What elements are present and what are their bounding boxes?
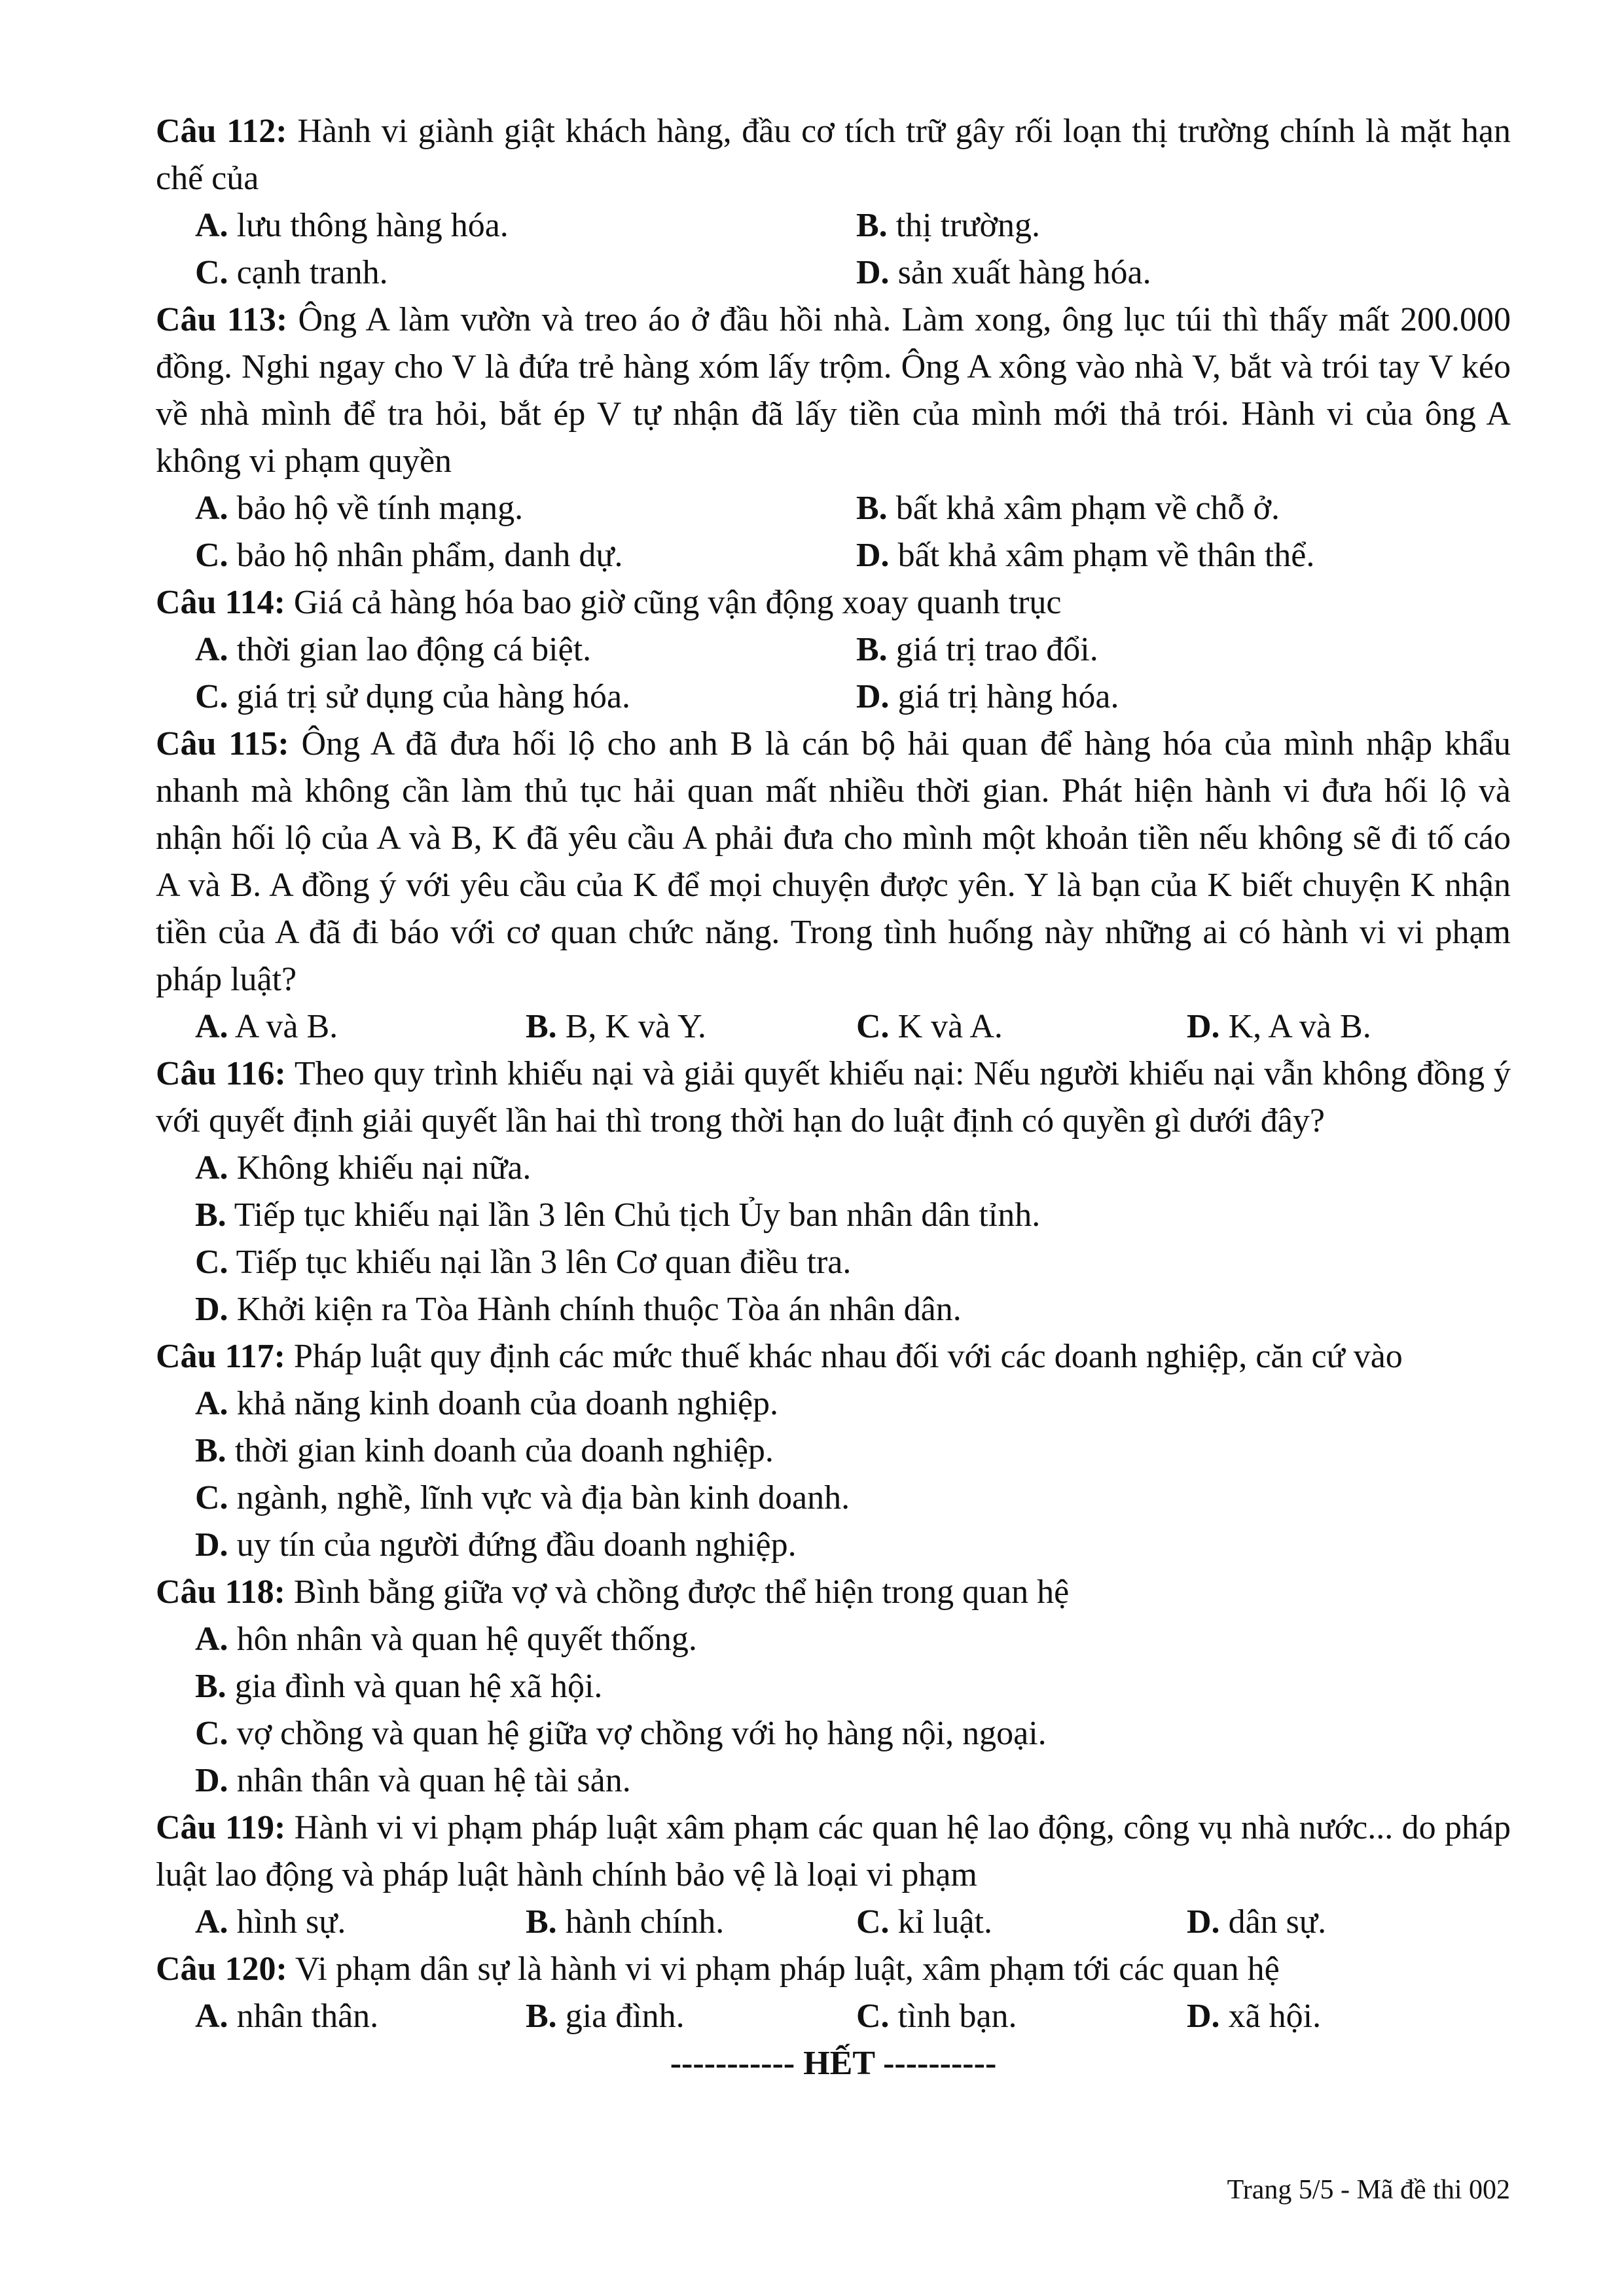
- option-text: bảo hộ về tính mạng.: [236, 490, 524, 527]
- question-text: Vi phạm dân sự là hành vi vi phạm pháp luật, xâm phạm tới các quan hệ: [295, 1950, 1280, 1988]
- question-stem: [156, 1569, 1511, 1616]
- answer-option: [1187, 1003, 1511, 1050]
- answer-option: [195, 485, 856, 532]
- option-letter: A.: [195, 631, 228, 668]
- option-text: A và B.: [234, 1008, 338, 1045]
- option-text: dân sự.: [1228, 1903, 1327, 1941]
- question-block: [156, 1569, 1511, 1804]
- option-letter: B.: [856, 631, 888, 668]
- answer-option: [195, 1993, 526, 2040]
- option-text: ngành, nghề, lĩnh vực và địa bàn kinh doanh.: [236, 1479, 850, 1516]
- answer-option: [195, 1380, 1511, 1427]
- option-letter: A.: [195, 1008, 228, 1045]
- option-letter: B.: [526, 1903, 557, 1941]
- option-text: Khởi kiện ra Tòa Hành chính thuộc Tòa án nhân dân.: [236, 1291, 962, 1328]
- option-letter: B.: [856, 490, 888, 527]
- option-text: sản xuất hàng hóa.: [897, 254, 1151, 291]
- option-text: bất khả xâm phạm về thân thể.: [897, 537, 1315, 574]
- option-letter: D.: [856, 537, 890, 574]
- question-stem: [156, 721, 1511, 1003]
- option-letter: D.: [856, 254, 890, 291]
- question-stem: [156, 1050, 1511, 1145]
- option-text: kỉ luật.: [897, 1903, 992, 1941]
- option-letter: D.: [195, 1526, 228, 1564]
- answer-option: [526, 1993, 856, 2040]
- answer-option: [195, 1522, 1511, 1569]
- question-block: [156, 1333, 1511, 1569]
- answer-option: [856, 485, 1511, 532]
- question-text: Bình bằng giữa vợ và chồng được thể hiện trong quan hệ: [293, 1573, 1070, 1611]
- option-text: thời gian lao động cá biệt.: [236, 631, 592, 668]
- option-letter: B.: [195, 1668, 226, 1705]
- answer-option: [856, 532, 1511, 579]
- question-text: Pháp luật quy định các mức thuế khác nhau đối với các doanh nghiệp, căn cứ vào: [293, 1338, 1403, 1375]
- answer-options: [156, 1145, 1511, 1333]
- question-number: Câu 112:: [156, 113, 287, 150]
- question-stem: [156, 1333, 1511, 1380]
- answer-options: [156, 1993, 1511, 2040]
- answer-option: [856, 202, 1511, 249]
- option-letter: B.: [526, 1998, 557, 2035]
- page-footer: Trang 5/5 - Mã đề thi 002: [1227, 2175, 1510, 2205]
- question-number: Câu 115:: [156, 725, 289, 762]
- question-text: Ông A đã đưa hối lộ cho anh B là cán bộ hải quan để hàng hóa của mình nhập khẩu nhanh mà không cần làm thủ tục hải quan mất nhiều thời gian. Phát hiện hành vi đưa hối lộ và nhận hối lộ của A và B, K đã yêu cầu A phải đưa cho mình một khoản tiền nếu không sẽ đi tố cáo A và B. A đồng ý với yêu cầu của K để mọi chuyện được yên. Y là bạn của K biết chuyện K nhận tiền của A đã đi báo với cơ quan chức năng. Trong tình huống này những ai có hành vi vi phạm pháp luật?: [156, 725, 1511, 998]
- option-letter: A.: [195, 1621, 228, 1658]
- option-letter: C.: [856, 1903, 890, 1941]
- question-stem: [156, 579, 1511, 626]
- answer-option: [195, 249, 856, 296]
- option-letter: C.: [195, 678, 228, 715]
- option-letter: B.: [856, 207, 888, 244]
- answer-option: [195, 532, 856, 579]
- question-number: Câu 119:: [156, 1809, 286, 1846]
- option-text: gia đình.: [565, 1998, 685, 2035]
- answer-option: [195, 202, 856, 249]
- option-text: nhân thân.: [236, 1998, 379, 2035]
- question-number: Câu 118:: [156, 1573, 285, 1611]
- question-stem: [156, 108, 1511, 202]
- answer-option: [856, 626, 1511, 673]
- option-letter: C.: [195, 1479, 228, 1516]
- option-text: hình sự.: [236, 1903, 346, 1941]
- option-text: Không khiếu nại nữa.: [236, 1149, 532, 1187]
- answer-option: [195, 1192, 1511, 1239]
- option-text: uy tín của người đứng đầu doanh nghiệp.: [236, 1526, 797, 1564]
- option-text: khả năng kinh doanh của doanh nghiệp.: [236, 1385, 779, 1422]
- answer-option: [856, 1003, 1187, 1050]
- answer-options: [156, 202, 1511, 296]
- question-block: [156, 721, 1511, 1050]
- option-text: giá trị trao đổi.: [895, 631, 1098, 668]
- question-block: [156, 1804, 1511, 1946]
- option-text: hành chính.: [565, 1903, 725, 1941]
- answer-options: [156, 626, 1511, 721]
- option-letter: B.: [195, 1432, 226, 1469]
- option-letter: D.: [195, 1291, 228, 1328]
- option-letter: A.: [195, 490, 228, 527]
- option-letter: C.: [856, 1998, 890, 2035]
- option-text: K và A.: [897, 1008, 1003, 1045]
- option-text: tình bạn.: [897, 1998, 1017, 2035]
- question-text: Hành vi vi phạm pháp luật xâm phạm các quan hệ lao động, công vụ nhà nước... do pháp luật lao động và pháp luật hành chính bảo vệ là loại vi phạm: [156, 1809, 1511, 1893]
- question-text: Ông A làm vườn và treo áo ở đầu hồi nhà. Làm xong, ông lục túi thì thấy mất 200.000 đồng. Nghi ngay cho V là đứa trẻ hàng xóm lấy trộm. Ông A xông vào nhà V, bắt và trói tay V kéo về nhà mình để tra hỏi, bắt ép V tự nhận đã lấy tiền của mình mới thả trói. Hành vi của ông A không vi phạm quyền: [156, 301, 1511, 480]
- question-number: Câu 113:: [156, 301, 288, 338]
- question-text: Hành vi giành giật khách hàng, đầu cơ tích trữ gây rối loạn thị trường chính là mặt hạn chế của: [156, 113, 1511, 197]
- option-letter: C.: [195, 254, 228, 291]
- question-number: Câu 116:: [156, 1055, 286, 1092]
- question-stem: [156, 1946, 1511, 1993]
- option-letter: B.: [526, 1008, 557, 1045]
- answer-option: [195, 1475, 1511, 1522]
- option-letter: C.: [856, 1008, 890, 1045]
- answer-option: [1187, 1993, 1511, 2040]
- question-number: Câu 117:: [156, 1338, 285, 1375]
- option-letter: C.: [195, 537, 228, 574]
- answer-option: [195, 1145, 1511, 1192]
- option-letter: A.: [195, 1903, 228, 1941]
- option-letter: D.: [1187, 1903, 1220, 1941]
- answer-options: [156, 1899, 1511, 1946]
- answer-option: [195, 1286, 1511, 1333]
- option-text: Tiếp tục khiếu nại lần 3 lên Chủ tịch Ủy ban nhân dân tỉnh.: [234, 1196, 1041, 1234]
- question-number: Câu 120:: [156, 1950, 287, 1988]
- option-text: bảo hộ nhân phẩm, danh dự.: [236, 537, 623, 574]
- option-text: B, K và Y.: [565, 1008, 706, 1045]
- answer-option: [526, 1003, 856, 1050]
- option-letter: A.: [195, 1385, 228, 1422]
- option-text: giá trị hàng hóa.: [897, 678, 1119, 715]
- answer-option: [195, 1003, 526, 1050]
- question-block: [156, 1946, 1511, 2040]
- answer-option: [195, 673, 856, 721]
- answer-option: [195, 1239, 1511, 1286]
- question-number: Câu 114:: [156, 584, 285, 621]
- option-text: giá trị sử dụng của hàng hóa.: [236, 678, 631, 715]
- option-letter: A.: [195, 207, 228, 244]
- option-text: vợ chồng và quan hệ giữa vợ chồng với họ hàng nội, ngoại.: [236, 1715, 1047, 1752]
- answer-option: [526, 1899, 856, 1946]
- option-text: hôn nhân và quan hệ quyết thống.: [236, 1621, 697, 1658]
- question-text: Giá cả hàng hóa bao giờ cũng vận động xoay quanh trục: [293, 584, 1062, 621]
- answer-option: [195, 1663, 1511, 1710]
- option-text: nhân thân và quan hệ tài sản.: [236, 1762, 631, 1799]
- answer-options: [156, 485, 1511, 579]
- end-marker: ----------- HẾT ----------: [670, 2045, 997, 2082]
- question-stem: [156, 1804, 1511, 1899]
- answer-option: [856, 1993, 1187, 2040]
- question-block: [156, 108, 1511, 296]
- answer-options: [156, 1616, 1511, 1804]
- question-block: [156, 1050, 1511, 1333]
- answer-options: [156, 1380, 1511, 1569]
- answer-option: [195, 1427, 1511, 1475]
- answer-option: [856, 1899, 1187, 1946]
- answer-option: [856, 249, 1511, 296]
- question-block: [156, 296, 1511, 579]
- answer-option: [195, 1616, 1511, 1663]
- answer-option: [1187, 1899, 1511, 1946]
- option-text: bất khả xâm phạm về chỗ ở.: [895, 490, 1280, 527]
- option-letter: C.: [195, 1715, 228, 1752]
- question-list: [156, 108, 1511, 2040]
- option-letter: D.: [1187, 1998, 1220, 2035]
- option-text: thời gian kinh doanh của doanh nghiệp.: [234, 1432, 774, 1469]
- option-text: lưu thông hàng hóa.: [236, 207, 509, 244]
- option-letter: D.: [856, 678, 890, 715]
- answer-option: [195, 1899, 526, 1946]
- option-letter: D.: [195, 1762, 228, 1799]
- exam-page: [156, 108, 1511, 2087]
- question-text: Theo quy trình khiếu nại và giải quyết khiếu nại: Nếu người khiếu nại vẫn không đồng ý với quyết định giải quyết lần hai thì trong thời hạn do luật định có quyền gì dưới đây?: [156, 1055, 1511, 1139]
- question-stem: [156, 296, 1511, 485]
- option-letter: B.: [195, 1196, 226, 1234]
- option-text: Tiếp tục khiếu nại lần 3 lên Cơ quan điều tra.: [236, 1244, 852, 1281]
- answer-option: [195, 1710, 1511, 1757]
- option-letter: C.: [195, 1244, 228, 1281]
- option-text: gia đình và quan hệ xã hội.: [234, 1668, 603, 1705]
- answer-options: [156, 1003, 1511, 1050]
- option-letter: A.: [195, 1149, 228, 1187]
- answer-option: [195, 626, 856, 673]
- option-text: xã hội.: [1228, 1998, 1322, 2035]
- option-text: K, A và B.: [1228, 1008, 1371, 1045]
- option-letter: D.: [1187, 1008, 1220, 1045]
- option-text: cạnh tranh.: [236, 254, 388, 291]
- answer-option: [195, 1757, 1511, 1804]
- answer-option: [856, 673, 1511, 721]
- question-block: [156, 579, 1511, 721]
- option-letter: A.: [195, 1998, 228, 2035]
- option-text: thị trường.: [895, 207, 1041, 244]
